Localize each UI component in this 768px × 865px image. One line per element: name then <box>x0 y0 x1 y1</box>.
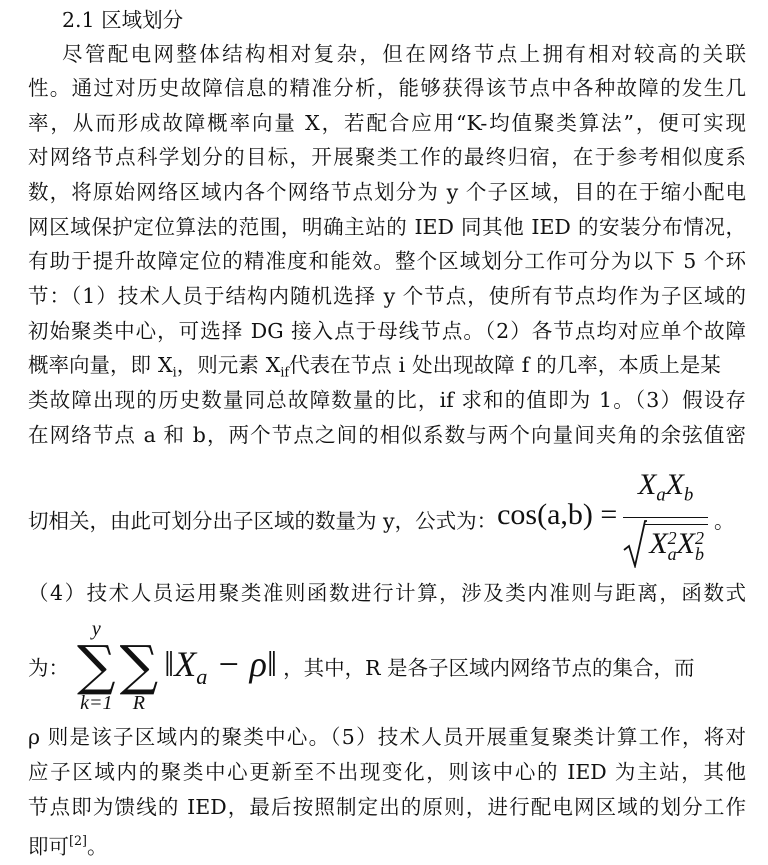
norm-expression <box>158 643 283 690</box>
var-x: X <box>665 468 684 501</box>
norm-right-bar: ‖ <box>266 643 278 684</box>
subscript: i <box>172 364 177 380</box>
paragraph-line: 尽管配电网整体结构相对复杂，但在网络节点上拥有相对较高的关联 <box>62 42 746 66</box>
period: 。 <box>87 834 108 858</box>
paragraph-line: 有助于提升故障定位的精准度和能效。整个区域划分工作可分为以下 5 个环 <box>28 249 746 273</box>
paragraph-last-line <box>28 824 746 858</box>
criterion-formula-line <box>28 618 695 714</box>
sub-a: a <box>656 484 666 506</box>
text-fragment: 概率向量，即 X <box>28 353 173 377</box>
paragraph-line: 节点即为馈线的 IED，最后按照制定出的原则，进行配电网区域的划分工作 <box>28 795 746 819</box>
radical-sign-icon <box>623 520 647 568</box>
sum-lower-limit: k=1 <box>80 692 113 714</box>
sum-upper-limit: y <box>91 618 101 640</box>
cos-lhs: cos(a,b) = <box>497 497 618 531</box>
text-fragment: ，则元素 X <box>176 353 281 377</box>
cos-fraction <box>623 468 708 562</box>
paragraph-line: 应子区域内的聚类中心更新至不出现变化，则该中心的 IED 为主站，其他 <box>28 760 746 784</box>
paragraph-line-with-subscripts <box>28 348 746 382</box>
paragraph-line: 在网络节点 a 和 b，两个节点之间的相似系数与两个向量间夹角的余弦值密 <box>28 423 746 447</box>
sub-b: b <box>683 484 694 506</box>
formula-lead-text: 为： <box>28 656 69 680</box>
summation-r <box>120 618 159 714</box>
fraction-numerator <box>623 468 708 517</box>
superscript: 2 <box>667 527 677 548</box>
paragraph-line: 节：（1）技术人员于结构内随机选择 y 个节点，使所有节点均作为子区域的 <box>28 284 746 308</box>
paragraph-line: 率，从而形成故障概率向量 X，若配合应用“K-均值聚类算法”，便可实现 <box>28 111 746 135</box>
fraction-denominator <box>623 517 708 562</box>
sigma-icon: ∑ <box>119 634 159 697</box>
square-root <box>623 524 708 562</box>
norm-left-bar: ‖ <box>164 643 175 684</box>
paragraph-line: 对网络节点科学划分的目标，开展聚类工作的最终归宿，在于参考相似度系 <box>28 145 746 169</box>
sub-a: a <box>667 543 677 564</box>
var-x: X <box>174 643 197 684</box>
sum-lower-limit: R <box>132 692 145 714</box>
sigma-icon: ∑ <box>77 634 116 697</box>
paragraph-line: ρ 则是该子区域内的聚类中心。（5）技术人员开展重复聚类计算工作，将对 <box>28 725 746 749</box>
paragraph-line: 网区域保护定位算法的范围，明确主站的 IED 同其他 IED 的安装分布情况， <box>28 215 746 239</box>
section-heading: 2.1 区域划分 <box>62 8 184 32</box>
text-fragment: 代表在节点 i 处出现故障 f 的几率，本质上是某 <box>289 353 721 377</box>
summation-k <box>77 618 116 714</box>
cosine-formula-line <box>28 468 734 562</box>
text-fragment: 即可 <box>28 834 69 858</box>
paragraph-line: 数，将原始网络区域内各个网络节点划分为 y 个子区域，目的在于缩小配电 <box>28 180 746 204</box>
var-x: X <box>638 468 657 501</box>
minus-rho: − ρ <box>207 643 267 684</box>
sub-a: a <box>196 663 208 689</box>
formula-lead-text: 切相关，由此可划分出子区域的数量为 y，公式为： <box>28 508 498 533</box>
paragraph-line: 初始聚类中心，可选择 DG 接入点于母线节点。（2）各节点均对应单个故障 <box>28 319 746 343</box>
var-x: X <box>649 526 668 560</box>
sub-b: b <box>694 543 704 564</box>
citation-reference: [2] <box>69 833 87 848</box>
period: 。 <box>713 508 735 533</box>
formula-trail-text: ，其中，R 是各子区域内网络节点的集合，而 <box>283 656 695 680</box>
subscript: if <box>280 364 290 380</box>
paragraph-line: （4）技术人员运用聚类准则函数进行计算，涉及类内准则与距离，函数式 <box>28 581 746 605</box>
var-x: X <box>676 526 695 560</box>
paragraph-line: 性。通过对历史故障信息的精准分析，能够获得该节点中各种故障的发生几 <box>28 76 746 100</box>
paragraph-line: 类故障出现的历史数量同总故障数量的比，if 求和的值即为 1。（3）假设存 <box>28 388 746 412</box>
superscript: 2 <box>694 527 704 548</box>
